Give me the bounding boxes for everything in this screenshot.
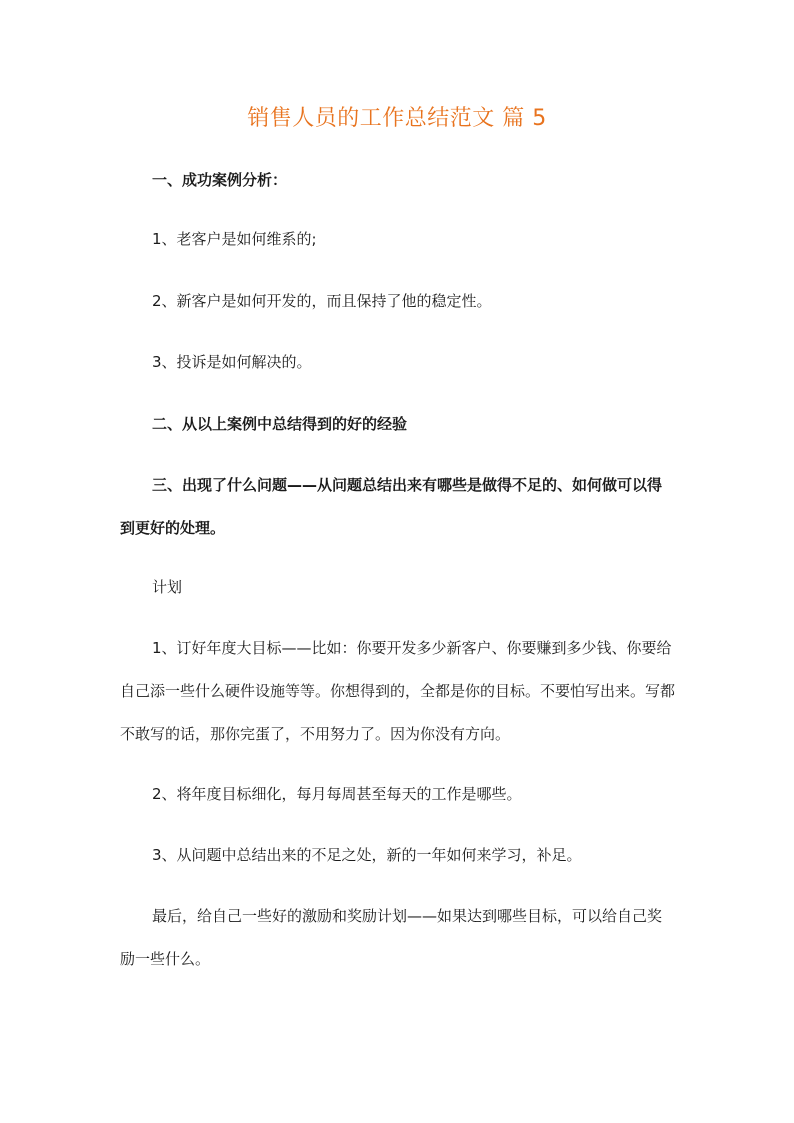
heading-problems: 三、出现了什么问题——从问题总结出来有哪些是做得不足的、如何做可以得到更好的处理。 bbox=[120, 476, 663, 537]
heading-success-cases: 一、成功案例分析： bbox=[152, 171, 288, 189]
paragraph-rewards: 最后，给自己一些好的激励和奖励计划——如果达到哪些目标，可以给自己奖励一些什么。 bbox=[120, 907, 663, 968]
document-title: 销售人员的工作总结范文 篇 5 bbox=[247, 106, 547, 131]
paragraph-old-customers: 1、老客户是如何维系的; bbox=[152, 230, 317, 248]
paragraph-annual-goals: 1、订好年度大目标——比如：你要开发多少新客户、你要赚到多少钱、你要给自己添一些什么硬件设施等等。你想得到的，全都是你的目标。不要怕写出来。写都不敢写的话，那你完蛋了，不用努力了。因为你没有方向。 bbox=[120, 639, 676, 743]
paragraph-complaints: 3、投诉是如何解决的。 bbox=[152, 353, 312, 371]
paragraph-new-customers: 2、新客户是如何开发的，而且保持了他的稳定性。 bbox=[152, 292, 492, 310]
heading-plan: 计划 bbox=[152, 578, 183, 596]
heading-experience: 二、从以上案例中总结得到的好的经验 bbox=[152, 415, 408, 433]
paragraph-improvement: 3、从问题中总结出来的不足之处，新的一年如何来学习，补足。 bbox=[152, 846, 582, 864]
paragraph-goal-breakdown: 2、将年度目标细化，每月每周甚至每天的工作是哪些。 bbox=[152, 785, 522, 803]
